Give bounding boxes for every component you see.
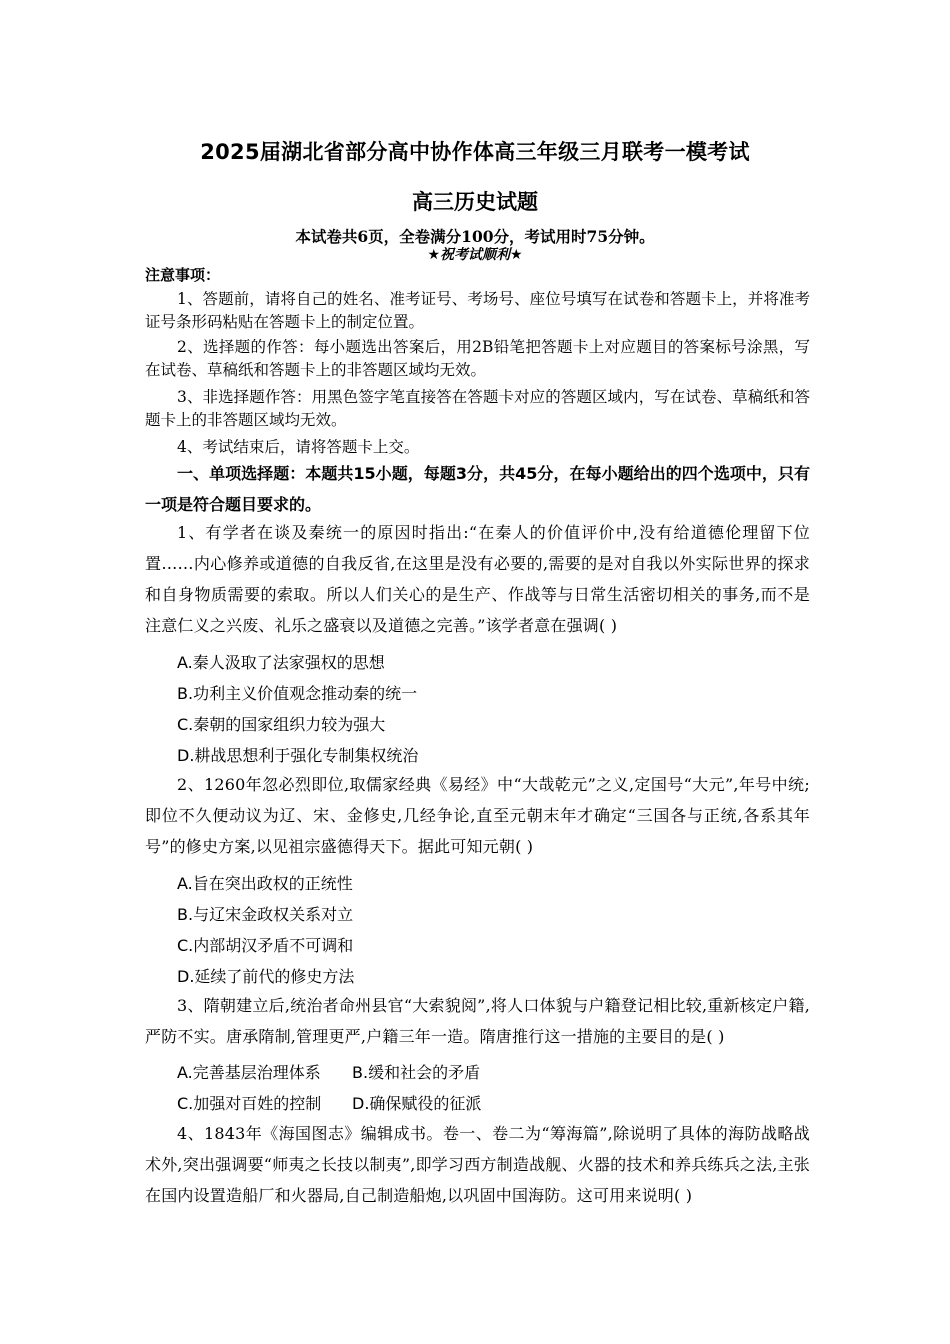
section-heading: 一、单项选择题：本题共15小题，每题3分，共45分，在每小题给出的四个选项中，只有一项是符合题目要求的。 [145, 464, 810, 514]
question-stem: 2、1260年忽必烈即位,取儒家经典《易经》中“大哉乾元”之义,定国号“大元”,年号中统;即位不久便动议为辽、宋、金修史,几经争论,直至元朝末年才确定“三国各与正统,各系其年号”的修史方案,以见祖宗盛德得天下。据此可知元朝( ) [145, 775, 810, 856]
option-b: B.与辽宋金政权关系对立 [177, 905, 354, 924]
option-d: D.延续了前代的修史方法 [177, 967, 355, 986]
option-b: B.缓和社会的矛盾 [352, 1063, 481, 1082]
notice-item: 3、非选择题作答：用黑色签字笔直接答在答题卡对应的答题区域内，写在试卷、草稿纸和答题卡上的非答题区域均无效。 [145, 388, 810, 429]
option-a: A.旨在突出政权的正统性 [177, 874, 353, 893]
subject-title: 高三历史试题 [412, 190, 538, 214]
exam-info: 本试卷共6页，全卷满分100分，考试用时75分钟。 [295, 227, 655, 246]
option-b: B.功利主义价值观念推动秦的统一 [177, 684, 418, 703]
option-c: C.秦朝的国家组织力较为强大 [177, 715, 386, 734]
option-c: C.加强对百姓的控制 [177, 1094, 322, 1113]
option-c: C.内部胡汉矛盾不可调和 [177, 936, 354, 955]
notice-item: 4、考试结束后，请将答题卡上交。 [177, 438, 420, 456]
question-stem: 1、有学者在谈及秦统一的原因时指出:“在秦人的价值评价中,没有给道德伦理留下位置……内心修养或道德的自我反省,在这里是没有必要的,需要的是对自我以外实际世界的探求和自身物质需要的索取。所以人们关心的是生产、作战等与日常生活密切相关的事务,而不是注意仁义之兴废、礼乐之盛衰以及道德之完善。”该学者意在强调( ) [145, 523, 810, 635]
option-a: A.完善基层治理体系 [177, 1063, 321, 1082]
option-d: D.确保赋役的征派 [352, 1094, 482, 1113]
good-luck-line: ★祝考试顺利★ [427, 247, 523, 263]
option-d: D.耕战思想利于强化专制集权统治 [177, 746, 419, 765]
option-a: A.秦人汲取了法家强权的思想 [177, 653, 385, 672]
question-stem: 3、隋朝建立后,统治者命州县官“大索貌阅”,将人口体貌与户籍登记相比较,重新核定户籍,严防不实。唐承隋制,管理更严,户籍三年一造。隋唐推行这一措施的主要目的是( ) [145, 996, 810, 1046]
notice-item: 1、答题前，请将自己的姓名、准考证号、考场号、座位号填写在试卷和答题卡上，并将准考证号条形码粘贴在答题卡上的制定位置。 [145, 290, 810, 331]
question-stem: 4、1843年《海国图志》编辑成书。卷一、卷二为“筹海篇”,除说明了具体的海防战略战术外,突出强调要“师夷之长技以制夷”,即学习西方制造战舰、火器的技术和养兵练兵之法,主张在国内设置造船厂和火器局,自己制造船炮,以巩固中国海防。这可用来说明( ) [145, 1124, 810, 1205]
exam-title: 2025届湖北省部分高中协作体高三年级三月联考一模考试 [200, 140, 750, 164]
notice-heading: 注意事项： [145, 266, 221, 284]
notice-item: 2、选择题的作答：每小题选出答案后，用2B铅笔把答题卡上对应题目的答案标号涂黑，写在试卷、草稿纸和答题卡上的非答题区域均无效。 [145, 338, 810, 379]
